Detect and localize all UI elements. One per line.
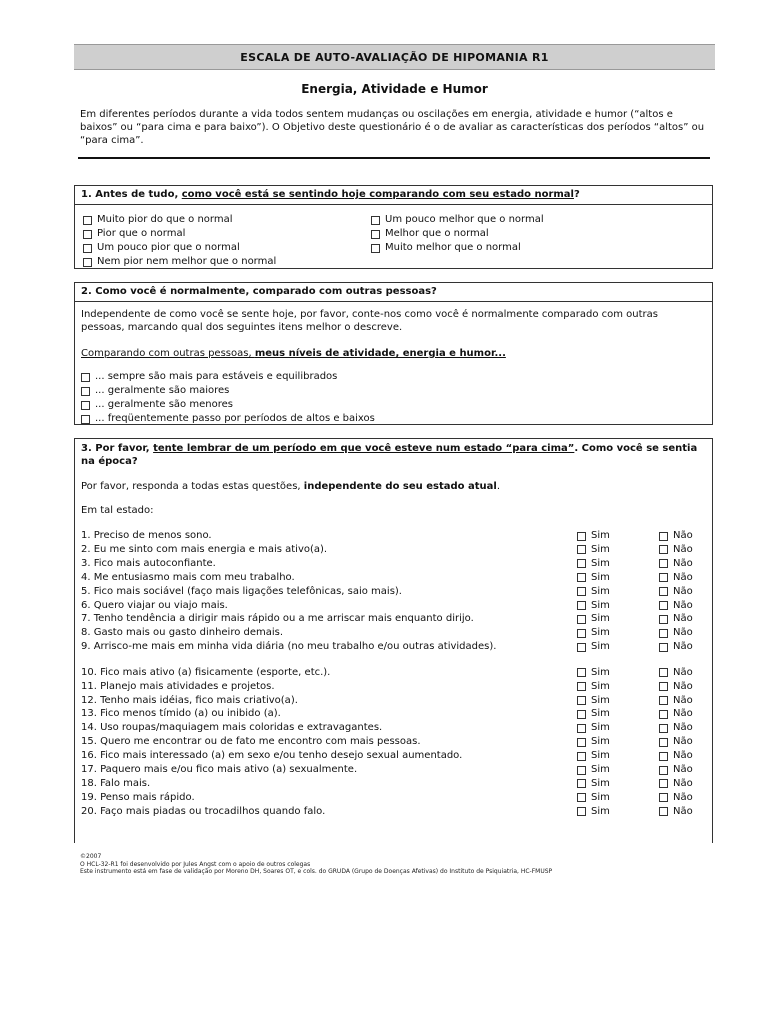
checkbox[interactable] — [659, 615, 668, 624]
question-2-box — [74, 282, 713, 425]
question-2-comparing — [81, 347, 701, 360]
checkbox[interactable] — [83, 216, 92, 225]
q2-option[interactable] — [81, 413, 375, 425]
q3-no-option[interactable] — [659, 806, 693, 818]
no-label: Não — [673, 571, 693, 583]
checkbox[interactable] — [577, 766, 586, 775]
q3-no-option[interactable] — [659, 708, 693, 720]
yes-label: Sim — [591, 627, 610, 639]
q3-item-label: 9. Arrisco-me mais em minha vida diária (no meu trabalho e/ou outras atividades). — [81, 641, 497, 653]
yes-label: Sim — [591, 694, 610, 706]
no-label: Não — [673, 627, 693, 639]
checkbox[interactable] — [659, 738, 668, 747]
yes-label: Sim — [591, 613, 610, 625]
footer-line: Este instrumento está em fase de validação por Moreno DH, Soares OT, e cols. do GRUDA (Grupo de Doenças Afetivas) do Instituto de Psiquiatria, HC-FMUSP — [80, 868, 553, 875]
q1-option[interactable] — [83, 228, 185, 240]
no-label: Não — [673, 791, 693, 803]
yes-label: Sim — [591, 530, 610, 541]
q1-option-label: Nem pior nem melhor que o normal — [97, 256, 277, 267]
checkbox[interactable] — [577, 696, 586, 705]
q1-option-label: Um pouco pior que o normal — [97, 242, 240, 253]
q3-yes-option[interactable] — [577, 667, 610, 679]
yes-label: Sim — [591, 736, 610, 748]
q3-item-label: 11. Planejo mais atividades e projetos. — [81, 680, 275, 692]
checkbox[interactable] — [659, 696, 668, 705]
checkbox[interactable] — [659, 793, 668, 802]
q3-item-label: 14. Uso roupas/maquiagem mais coloridas e extravagantes. — [81, 722, 383, 734]
no-label: Não — [673, 641, 693, 653]
question-2-paragraph: Independente de como você se sente hoje, por favor, conte-nos como você é normalmente comparado com outras pessoas, marcando qual dos seguintes itens melhor o descreve. — [81, 309, 658, 333]
yes-label: Sim — [591, 750, 610, 762]
yes-label: Sim — [591, 557, 610, 569]
checkbox[interactable] — [577, 601, 586, 610]
checkbox[interactable] — [577, 752, 586, 761]
no-label: Não — [673, 557, 693, 569]
q3-yes-option[interactable] — [577, 778, 610, 790]
question-1-title-prefix: 1. Antes de tudo, — [81, 189, 182, 200]
q3-no-option[interactable] — [659, 572, 693, 584]
question-3-instruction-suffix: . — [496, 481, 501, 492]
checkbox[interactable] — [81, 401, 90, 410]
q3-yes-option[interactable] — [577, 544, 610, 556]
checkbox[interactable] — [659, 559, 668, 568]
no-label: Não — [673, 722, 693, 734]
no-label: Não — [673, 764, 693, 775]
q1-option-label: Melhor que o normal — [385, 228, 489, 239]
question-3-state-label: Em tal estado: — [81, 505, 154, 516]
q3-no-option[interactable] — [659, 530, 693, 542]
checkbox[interactable] — [659, 629, 668, 638]
q3-item-label: 20. Faço mais piadas ou trocadilhos quando falo. — [81, 805, 326, 817]
q1-option[interactable] — [371, 214, 544, 226]
checkbox[interactable] — [659, 587, 668, 596]
q3-yes-option[interactable] — [577, 681, 610, 693]
q3-item-label: 8. Gasto mais ou gasto dinheiro demais. — [81, 627, 284, 639]
checkbox[interactable] — [81, 373, 90, 382]
checkbox[interactable] — [577, 668, 586, 677]
q3-yes-option[interactable] — [577, 708, 610, 720]
question-1-title-suffix: ? — [573, 189, 580, 200]
checkbox[interactable] — [577, 545, 586, 554]
yes-label: Sim — [591, 543, 610, 555]
q3-no-option[interactable] — [659, 722, 693, 734]
checkbox[interactable] — [659, 766, 668, 775]
no-label: Não — [673, 666, 693, 678]
q3-no-option[interactable] — [659, 641, 693, 653]
checkbox[interactable] — [577, 573, 586, 582]
q3-item-label: 4. Me entusiasmo mais com meu trabalho. — [81, 571, 295, 583]
checkbox[interactable] — [371, 230, 380, 239]
checkbox[interactable] — [659, 668, 668, 677]
yes-label: Sim — [591, 680, 610, 692]
checkbox[interactable] — [659, 545, 668, 554]
q3-no-option[interactable] — [659, 764, 693, 776]
q3-no-option[interactable] — [659, 586, 693, 598]
q3-yes-option[interactable] — [577, 641, 610, 653]
q3-item-label: 19. Penso mais rápido. — [81, 791, 195, 803]
checkbox[interactable] — [577, 779, 586, 788]
no-label: Não — [673, 585, 693, 597]
q2-option-label: ... geralmente são menores — [95, 399, 233, 410]
yes-label: Sim — [591, 764, 610, 775]
form-subtitle: Energia, Atividade e Humor — [301, 82, 488, 96]
yes-label: Sim — [591, 791, 610, 803]
q1-option[interactable] — [83, 214, 233, 226]
footer-line: O HCL-32-R1 foi desenvolvido por Jules Angst com o apoio de outros colegas — [80, 860, 311, 868]
q3-no-option[interactable] — [659, 736, 693, 748]
checkbox[interactable] — [659, 532, 668, 541]
question-1-box — [74, 185, 713, 269]
q3-no-option[interactable] — [659, 600, 693, 612]
checkbox[interactable] — [577, 587, 586, 596]
checkbox[interactable] — [659, 724, 668, 733]
question-3-instruction-prefix: Por favor, responda a todas estas questões, — [81, 481, 304, 492]
question-2-comparing-bold: meus níveis de atividade, energia e humor... — [254, 348, 506, 359]
checkbox[interactable] — [659, 573, 668, 582]
q3-yes-option[interactable] — [577, 695, 610, 707]
q3-item-label: 10. Fico mais ativo (a) fisicamente (esporte, etc.). — [81, 666, 331, 678]
q3-no-option[interactable] — [659, 778, 693, 790]
q3-yes-option[interactable] — [577, 792, 610, 804]
q3-item-label: 13. Fico menos tímido (a) ou inibido (a). — [81, 708, 281, 720]
q2-option-label: ... freqüentemente passo por períodos de altos e baixos — [95, 413, 375, 424]
checkbox[interactable] — [577, 629, 586, 638]
checkbox[interactable] — [577, 710, 586, 719]
q3-item-label: 17. Paquero mais e/ou fico mais ativo (a) sexualmente. — [81, 764, 358, 775]
q3-yes-option[interactable] — [577, 627, 610, 639]
q3-item-label: 2. Eu me sinto com mais energia e mais ativo(a). — [81, 543, 328, 555]
q3-no-option[interactable] — [659, 613, 693, 625]
checkbox[interactable] — [83, 244, 92, 253]
q1-option[interactable] — [83, 256, 276, 268]
no-label: Não — [673, 530, 693, 541]
yes-label: Sim — [591, 641, 610, 653]
question-2-comparing-prefix: Comparando com outras pessoas, — [81, 348, 255, 359]
no-label: Não — [673, 777, 693, 789]
q1-option-label: Pior que o normal — [97, 228, 186, 239]
yes-label: Sim — [591, 722, 610, 734]
q3-no-option[interactable] — [659, 544, 693, 556]
yes-label: Sim — [591, 599, 610, 611]
no-label: Não — [673, 613, 693, 625]
checkbox[interactable] — [577, 738, 586, 747]
no-label: Não — [673, 680, 693, 692]
question-3-instruction — [81, 480, 701, 493]
no-label: Não — [673, 694, 693, 706]
q3-no-option[interactable] — [659, 750, 693, 762]
checkbox[interactable] — [83, 258, 92, 267]
checkbox[interactable] — [577, 682, 586, 691]
checkbox[interactable] — [659, 643, 668, 652]
q3-yes-option[interactable] — [577, 736, 610, 748]
q3-item-label: 12. Tenho mais idéias, fico mais criativo(a). — [81, 694, 298, 706]
no-label: Não — [673, 599, 693, 611]
q2-option-label: ... geralmente são maiores — [95, 385, 230, 396]
q2-option-label: ... sempre são mais para estáveis e equilibrados — [95, 371, 338, 382]
question-1-title-rule — [75, 204, 712, 205]
checkbox[interactable] — [577, 807, 586, 816]
question-3-title-prefix: 3. Por favor, — [81, 443, 154, 454]
checkbox[interactable] — [659, 779, 668, 788]
no-label: Não — [673, 736, 693, 748]
checkbox[interactable] — [659, 601, 668, 610]
question-3-box — [74, 438, 713, 843]
q3-item-label: 15. Quero me encontrar ou de fato me encontro com mais pessoas. — [81, 736, 421, 748]
q3-yes-option[interactable] — [577, 600, 610, 612]
q3-item-label: 1. Preciso de menos sono. — [81, 530, 212, 541]
q1-option[interactable] — [371, 242, 521, 254]
checkbox[interactable] — [81, 415, 90, 424]
q3-item-label: 3. Fico mais autoconfiante. — [81, 557, 216, 569]
yes-label: Sim — [591, 708, 610, 720]
q3-yes-option[interactable] — [577, 558, 610, 570]
q3-yes-option[interactable] — [577, 722, 610, 734]
yes-label: Sim — [591, 777, 610, 789]
q3-no-option[interactable] — [659, 681, 693, 693]
checkbox[interactable] — [659, 807, 668, 816]
yes-label: Sim — [591, 805, 610, 817]
no-label: Não — [673, 543, 693, 555]
q3-yes-option[interactable] — [577, 613, 610, 625]
checkbox[interactable] — [659, 682, 668, 691]
checkbox[interactable] — [577, 615, 586, 624]
checkbox[interactable] — [83, 230, 92, 239]
checkbox[interactable] — [659, 752, 668, 761]
q3-yes-option[interactable] — [577, 806, 610, 818]
q3-yes-option[interactable] — [577, 530, 610, 542]
question-3-title-suffix: . Como você se sentia na época? — [81, 443, 698, 467]
divider — [78, 157, 710, 159]
q3-no-option[interactable] — [659, 695, 693, 707]
question-3-title — [81, 442, 701, 468]
checkbox[interactable] — [577, 559, 586, 568]
q2-option[interactable] — [81, 399, 233, 411]
q3-item-label: 18. Falo mais. — [81, 777, 151, 789]
q3-item-label: 6. Quero viajar ou viajo mais. — [81, 599, 228, 611]
q2-option[interactable] — [81, 371, 337, 383]
question-3-title-underlined: tente lembrar de um período em que você esteve num estado “para cima” — [153, 443, 575, 454]
question-2-title-rule — [75, 301, 712, 302]
q2-option[interactable] — [81, 385, 229, 397]
yes-label: Sim — [591, 585, 610, 597]
checkbox[interactable] — [659, 710, 668, 719]
q1-option-label: Muito melhor que o normal — [385, 242, 521, 253]
checkbox[interactable] — [577, 532, 586, 541]
checkbox[interactable] — [371, 216, 380, 225]
q3-yes-option[interactable] — [577, 572, 610, 584]
q1-option-label: Muito pior do que o normal — [97, 214, 233, 225]
footer-line: ©2007 — [80, 853, 102, 860]
yes-label: Sim — [591, 571, 610, 583]
q3-no-option[interactable] — [659, 667, 693, 679]
q3-no-option[interactable] — [659, 627, 693, 639]
q3-item-label: 5. Fico mais sociável (faço mais ligações telefônicas, saio mais). — [81, 585, 402, 597]
no-label: Não — [673, 805, 693, 817]
no-label: Não — [673, 750, 693, 762]
no-label: Não — [673, 708, 693, 720]
footer — [80, 853, 552, 876]
checkbox[interactable] — [577, 724, 586, 733]
q1-option[interactable] — [83, 242, 240, 254]
question-2-title: 2. Como você é normalmente, comparado com outras pessoas? — [81, 286, 437, 297]
q3-no-option[interactable] — [659, 558, 693, 570]
question-1-title-underlined: como você está se sentindo hoje comparando com seu estado normal — [181, 189, 574, 200]
form-title: ESCALA DE AUTO-AVALIAÇÃO DE HIPOMANIA R1 — [74, 44, 715, 70]
checkbox[interactable] — [371, 244, 380, 253]
q3-yes-option[interactable] — [577, 764, 610, 776]
q3-item-label: 7. Tenho tendência a dirigir mais rápido ou a me arriscar mais enquanto dirijo. — [81, 613, 474, 625]
checkbox[interactable] — [577, 643, 586, 652]
checkbox[interactable] — [81, 387, 90, 396]
q1-option-label: Um pouco melhor que o normal — [385, 214, 544, 225]
question-1-title — [81, 189, 580, 200]
q3-no-option[interactable] — [659, 792, 693, 804]
q3-yes-option[interactable] — [577, 586, 610, 598]
intro-text: Em diferentes períodos durante a vida todos sentem mudanças ou oscilações em energia, atividade e humor (“altos e baixos” ou “para cima e para baixo”). O Objetivo deste questionário é o de avaliar as características dos períodos “altos” ou “para cima”. — [80, 109, 705, 146]
q3-yes-option[interactable] — [577, 750, 610, 762]
q3-item-label: 16. Fico mais interessado (a) em sexo e/ou tenho desejo sexual aumentado. — [81, 750, 463, 762]
q1-option[interactable] — [371, 228, 489, 240]
question-3-instruction-bold: independente do seu estado atual — [303, 481, 497, 492]
yes-label: Sim — [591, 666, 610, 678]
checkbox[interactable] — [577, 793, 586, 802]
